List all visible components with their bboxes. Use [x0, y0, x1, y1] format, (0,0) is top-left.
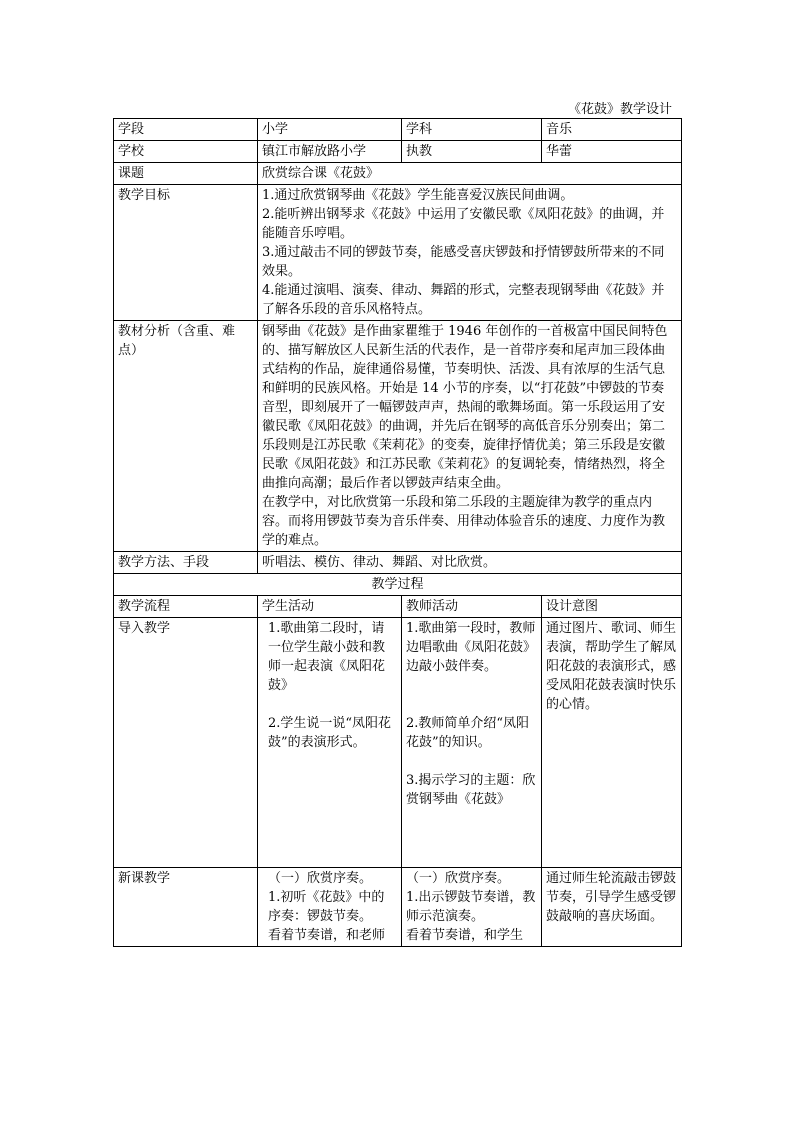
teacher-label: 执教 — [402, 141, 542, 163]
methods-label: 教学方法、手段 — [114, 552, 258, 574]
info-row-topic — [114, 163, 682, 185]
activity-line: 看着节奏谱，和学生 — [406, 928, 524, 943]
teacher-activity — [402, 618, 542, 868]
teacher-activity — [402, 868, 542, 947]
info-row-stage — [114, 119, 682, 141]
header-intent: 设计意图 — [542, 596, 682, 618]
activity-line: 看着节奏谱，和老师 — [268, 928, 386, 943]
analysis-content — [258, 321, 682, 552]
header-flow: 教学流程 — [114, 596, 258, 618]
intent-line: 通过图片、歌词、师生表演，帮助学生了解凤阳花鼓的表演形式，感受凤阳花鼓表演时快乐的心情。 — [546, 621, 677, 712]
activity-line: （一）欣赏序奏。 — [406, 871, 511, 886]
subject-label: 学科 — [402, 119, 542, 141]
subject-value: 音乐 — [542, 119, 682, 141]
goals-content — [258, 185, 682, 321]
lesson-plan-table — [113, 118, 682, 947]
header-teacher: 教师活动 — [402, 596, 542, 618]
flow-cell: 导入教学 — [114, 618, 258, 868]
process-header-row — [114, 596, 682, 618]
document-title: 《花鼓》教学设计 — [567, 102, 672, 117]
goal-item: 1.通过欣赏钢琴曲《花鼓》学生能喜爱汉族民间曲调。 — [262, 188, 574, 203]
process-row-new — [114, 868, 682, 947]
stage-label: 学段 — [114, 119, 258, 141]
activity-line: 1.初听《花鼓》中的序奏：锣鼓节奏。 — [268, 890, 385, 924]
school-label: 学校 — [114, 141, 258, 163]
activity-line: 2.学生说一说“凤阳花鼓”的表演形式。 — [268, 716, 392, 750]
topic-value: 欣赏综合课《花鼓》 — [258, 163, 682, 185]
header-student: 学生活动 — [258, 596, 402, 618]
goals-row — [114, 185, 682, 321]
goal-item: 2.能听辨出钢琴求《花鼓》中运用了安徽民歌《凤阳花鼓》的曲调，并能随音乐哼唱。 — [262, 207, 665, 241]
topic-label: 课题 — [114, 163, 258, 185]
info-row-school — [114, 141, 682, 163]
process-title: 教学过程 — [114, 574, 682, 596]
activity-line: （一）欣赏序奏。 — [268, 871, 373, 886]
spacer — [268, 695, 397, 714]
process-title-row — [114, 574, 682, 596]
analysis-paragraph: 在教学中，对比欣赏第一乐段和第二乐段的主题旋律为教学的重点内容。而将用锣鼓节奏为音乐伴奏、用律动体验音乐的速度、力度作为教学的难点。 — [262, 495, 666, 548]
activity-line: 1.歌曲第一段时，教师边唱歌曲《凤阳花鼓》边敲小鼓伴奏。 — [406, 621, 537, 674]
analysis-label: 教材分析（含重、难点） — [114, 321, 258, 552]
student-activity — [258, 618, 402, 868]
stage-value: 小学 — [258, 119, 402, 141]
teacher-value: 华蕾 — [542, 141, 682, 163]
spacer — [406, 676, 537, 695]
goal-item: 4.能通过演唱、演奏、律动、舞蹈的形式，完整表现钢琴曲《花鼓》并了解各乐段的音乐风格特点。 — [262, 283, 665, 317]
methods-value: 听唱法、模仿、律动、舞蹈、对比欣赏。 — [258, 552, 682, 574]
intent-line: 通过师生轮流敲击锣鼓节奏，引导学生感受锣鼓敲响的喜庆场面。 — [546, 871, 677, 924]
methods-row — [114, 552, 682, 574]
student-activity — [258, 868, 402, 947]
process-row-intro — [114, 618, 682, 868]
activity-line: 3.揭示学习的主题：欣赏钢琴曲《花鼓》 — [406, 773, 536, 807]
analysis-row — [114, 321, 682, 552]
activity-line: 1.歌曲第二段时，请一位学生敲小鼓和教师一起表演《凤阳花鼓》 — [268, 621, 386, 693]
spacer — [406, 695, 537, 714]
design-intent — [542, 868, 682, 947]
activity-line: 2.教师简单介绍“凤阳花鼓”的知识。 — [406, 716, 530, 750]
activity-line: 1.出示锣鼓节奏谱，教师示范演奏。 — [406, 890, 536, 924]
spacer — [406, 752, 537, 771]
analysis-paragraph: 钢琴曲《花鼓》是作曲家瞿维于 1946 年创作的一首极富中国民间特色的、描写解放区人民新生活的代表作，是一首带序奏和尾声加三段体曲式结构的作品，旋律通俗易懂，节奏明快、活泼、具有浓厚的生活气息和鲜明的民族风格。开始是 14 小节的序奏，以“打花鼓”中锣鼓的节奏音型，即刻展开了一幅锣鼓声声，热闹的歌舞场面。第一乐段运用了安徽民歌《凤阳花鼓》的曲调，并先后在钢琴的高低音乐分别奏出；第二乐段则是江苏民歌《茉莉花》的变奏，旋律抒情优美；第三乐段是安徽民歌《凤阳花鼓》和江苏民歌《茉莉花》的复调轮奏，情绪热烈，将全曲推向高潮；最后作者以锣鼓声结束全曲。 — [262, 324, 668, 491]
design-intent — [542, 618, 682, 868]
goal-item: 3.通过敲击不同的锣鼓节奏，能感受喜庆锣鼓和抒情锣鼓所带来的不同效果。 — [262, 245, 665, 279]
goals-label: 教学目标 — [114, 185, 258, 321]
school-value: 镇江市解放路小学 — [258, 141, 402, 163]
flow-cell: 新课教学 — [114, 868, 258, 947]
